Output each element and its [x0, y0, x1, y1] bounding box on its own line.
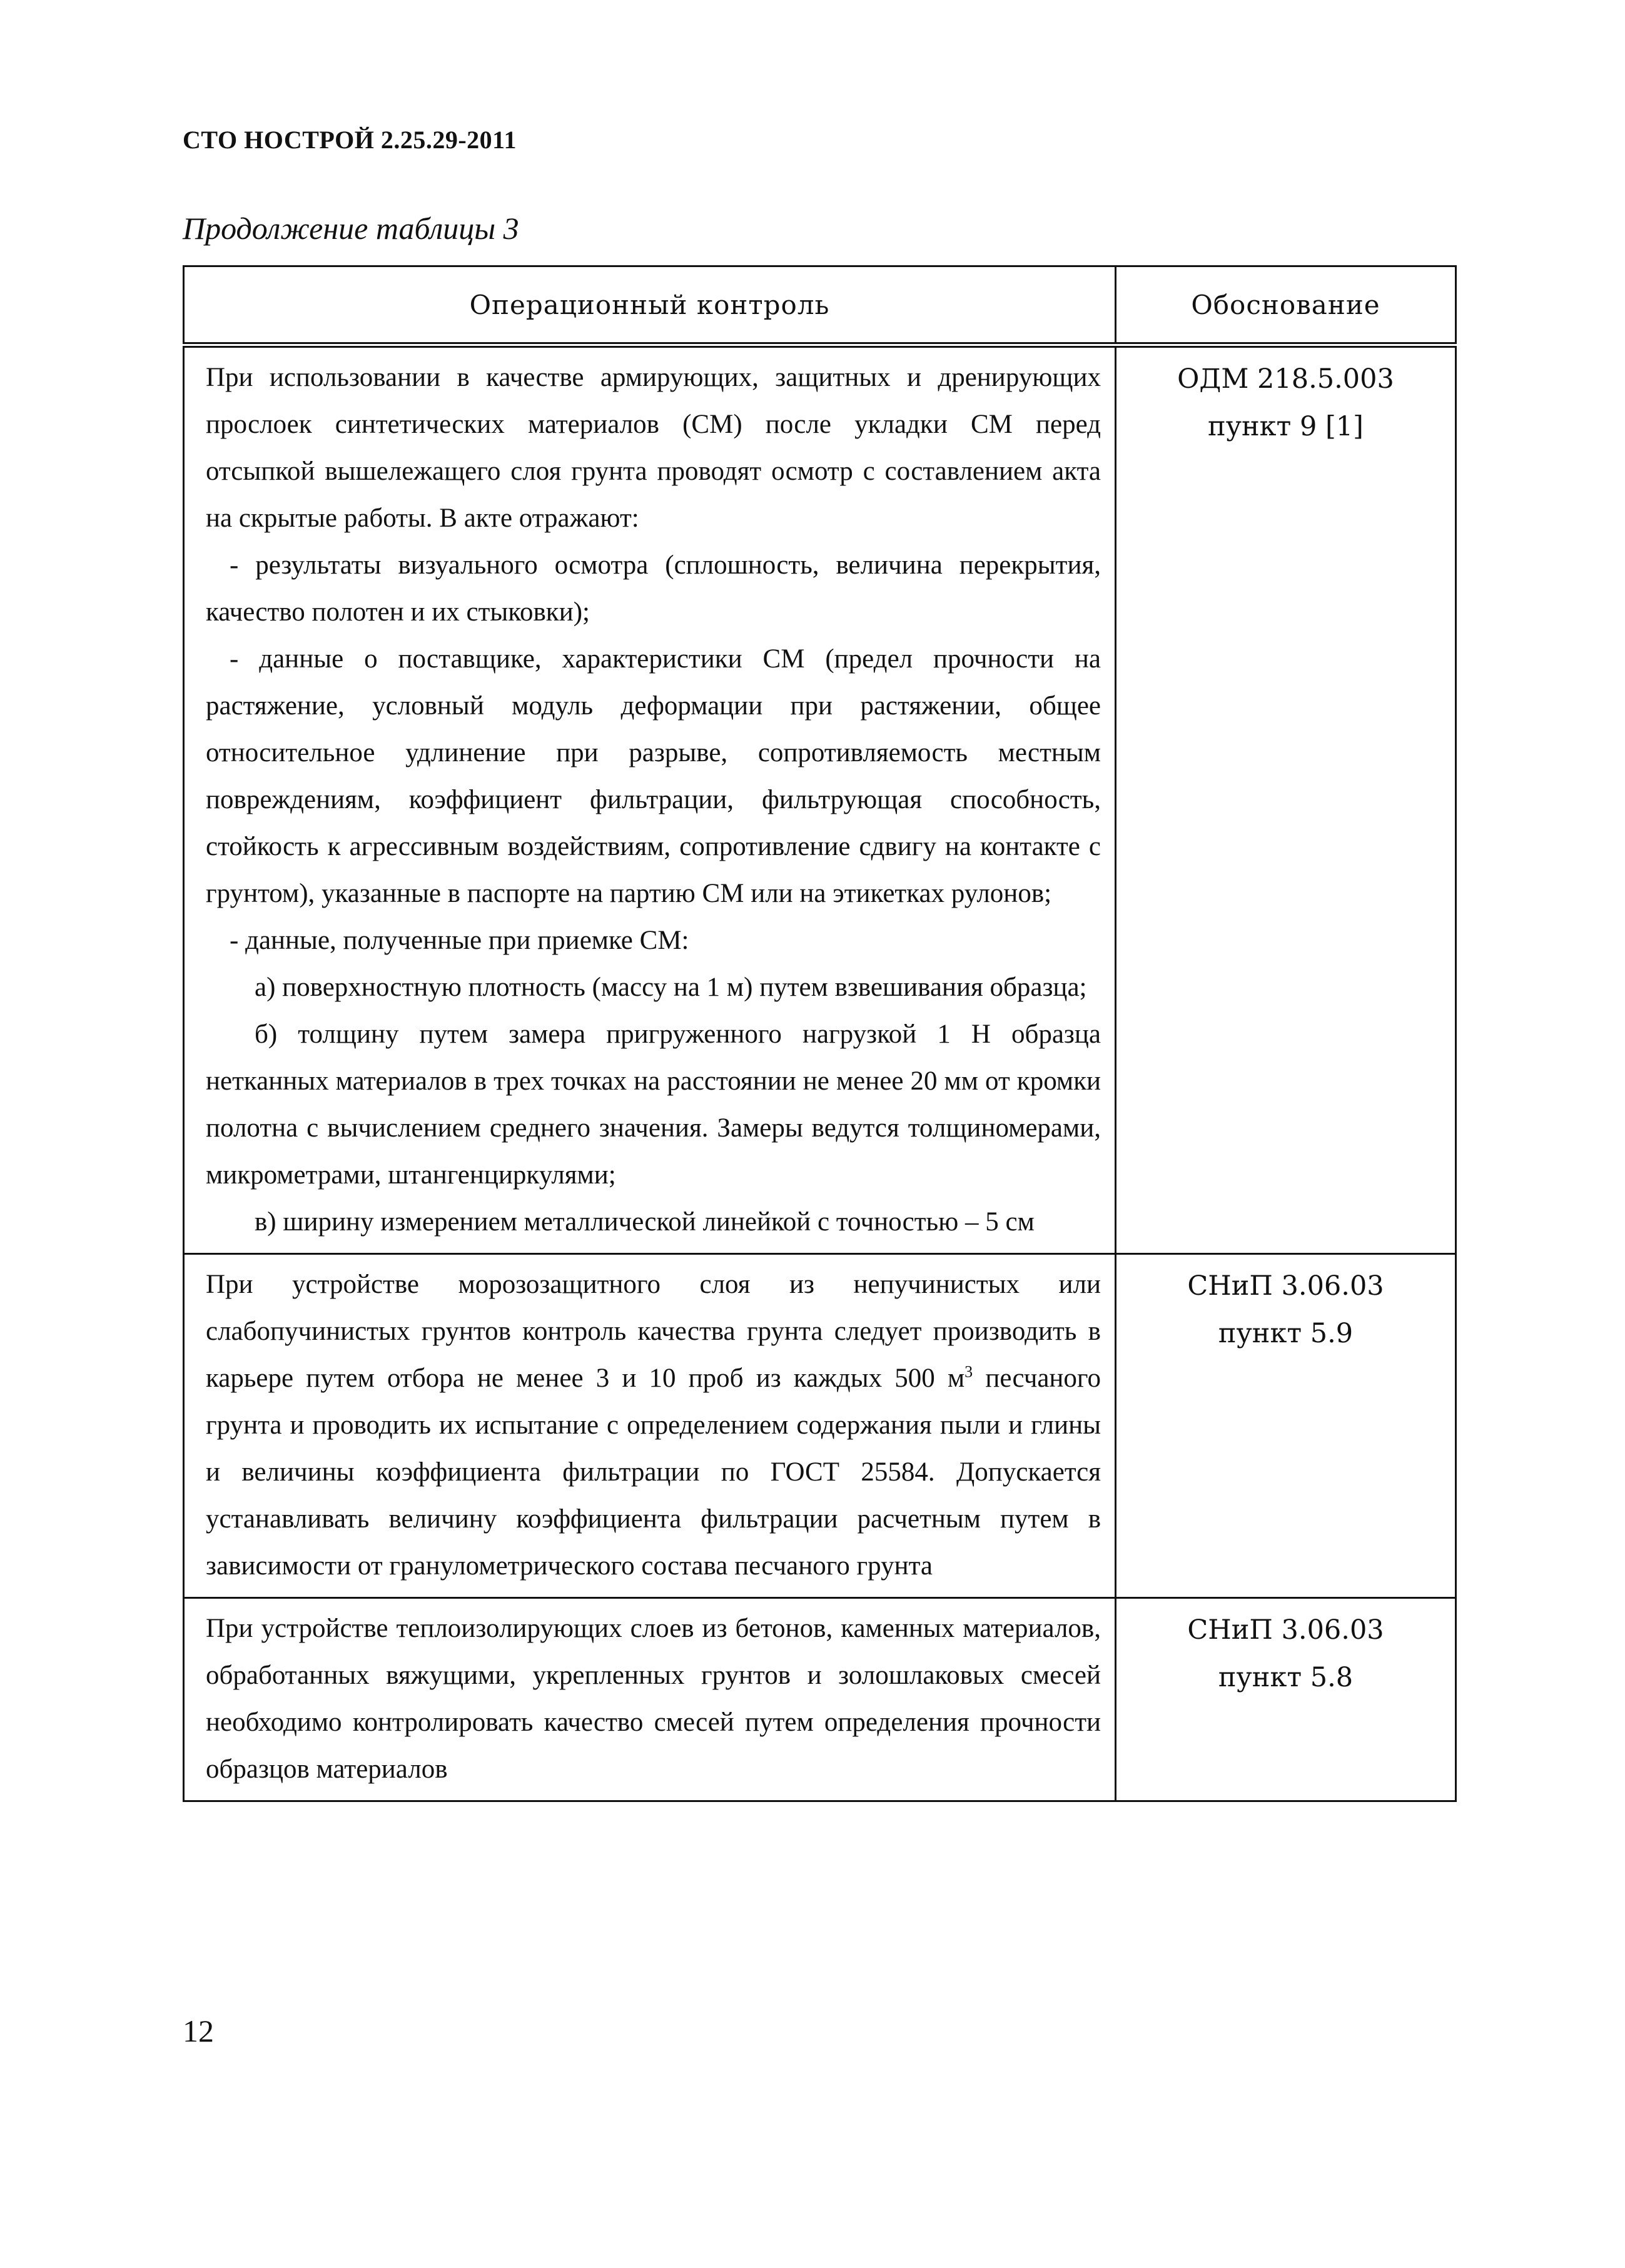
- basis-document: СНиП 3.06.03: [1187, 1270, 1384, 1302]
- document-code: СТО НОСТРОЙ 2.25.29-2011: [183, 126, 517, 154]
- column-header-control: Операционный контроль: [184, 266, 1116, 345]
- control-paragraph: в) ширину измерением металлической линейкой с точностью – 5 см: [255, 1207, 1035, 1237]
- control-table: [183, 265, 1457, 1802]
- table-caption: Продолжение таблицы 3: [183, 211, 519, 246]
- control-paragraph: При устройстве теплоизолирующих слоев из бетонов, каменных материалов, обработанных вяжущими, укрепленных грунтов и золошлаковых смесей необходимо контролировать качество смесей путем определения прочности образцов материалов: [206, 1614, 1101, 1784]
- control-cell: [184, 1254, 1116, 1598]
- control-text: песчаного грунта и проводить их испытание с определением содержания пыли и глины и величины коэффициента фильтрации по ГОСТ 25584. Допускается устанавливать величину коэффициента фильтрации расчетным путем в зависимости от гранулометрического состава песчаного грунта: [206, 1364, 1101, 1581]
- control-paragraph: а) поверхностную плотность (массу на 1 м) путем взвешивания образца;: [255, 973, 1087, 1002]
- table-row: [184, 1598, 1456, 1801]
- basis-document: СНиП 3.06.03: [1187, 1614, 1384, 1646]
- column-header-basis: Обоснование: [1116, 266, 1456, 345]
- table-row: [184, 345, 1456, 1254]
- basis-cell: [1116, 345, 1456, 1254]
- control-paragraph: - данные, полученные при приемке СМ:: [230, 926, 689, 955]
- table-header-row: [184, 266, 1456, 345]
- control-text: При устройстве морозозащитного слоя из непучинистых или слабопучинистых грунтов контроль качества грунта следует производить в карьере путем отбора не менее 3 и 10 проб из каждых 500 м: [206, 1270, 1101, 1393]
- basis-clause: пункт 9 [1]: [1208, 411, 1364, 442]
- control-cell: [184, 345, 1116, 1254]
- control-paragraph: - данные о поставщике, характеристики СМ (предел прочности на растяжение, условный модуль деформации при растяжении, общее относительное удлинение при разрыве, сопротивляемость местным повреждениям, коэффициент фильтрации, фильтрующая способность, стойкость к агрессивным воздействиям, сопротивление сдвигу на контакте с грунтом), указанные в паспорте на партию СМ или на этикетках рулонов;: [206, 644, 1101, 908]
- superscript: 3: [964, 1362, 973, 1381]
- control-paragraph: [206, 1261, 1101, 1589]
- page-number: 12: [183, 2013, 214, 2048]
- control-paragraph: б) толщину путем замера пригруженного нагрузкой 1 Н образца нетканных материалов в трех точках на расстоянии не менее 20 мм от кромки полотна с вычислением среднего значения. Замеры ведутся толщиномерами, микрометрами, штангенциркулями;: [206, 1020, 1101, 1190]
- basis-clause: пункт 5.9: [1218, 1318, 1354, 1349]
- basis-cell: [1116, 1254, 1456, 1598]
- control-paragraph: - результаты визуального осмотра (сплошность, величина перекрытия, качество полотен и их стыковки);: [206, 550, 1101, 627]
- control-paragraph: При использовании в качестве армирующих, защитных и дренирующих прослоек синтетических материалов (СМ) после укладки СМ перед отсыпкой вышележащего слоя грунта проводят осмотр с составлением акта на скрытые работы. В акте отражают:: [206, 363, 1101, 533]
- basis-clause: пункт 5.8: [1218, 1662, 1354, 1693]
- control-cell: [184, 1598, 1116, 1801]
- basis-document: ОДМ 218.5.003: [1177, 363, 1394, 395]
- table-row: [184, 1254, 1456, 1598]
- basis-cell: [1116, 1598, 1456, 1801]
